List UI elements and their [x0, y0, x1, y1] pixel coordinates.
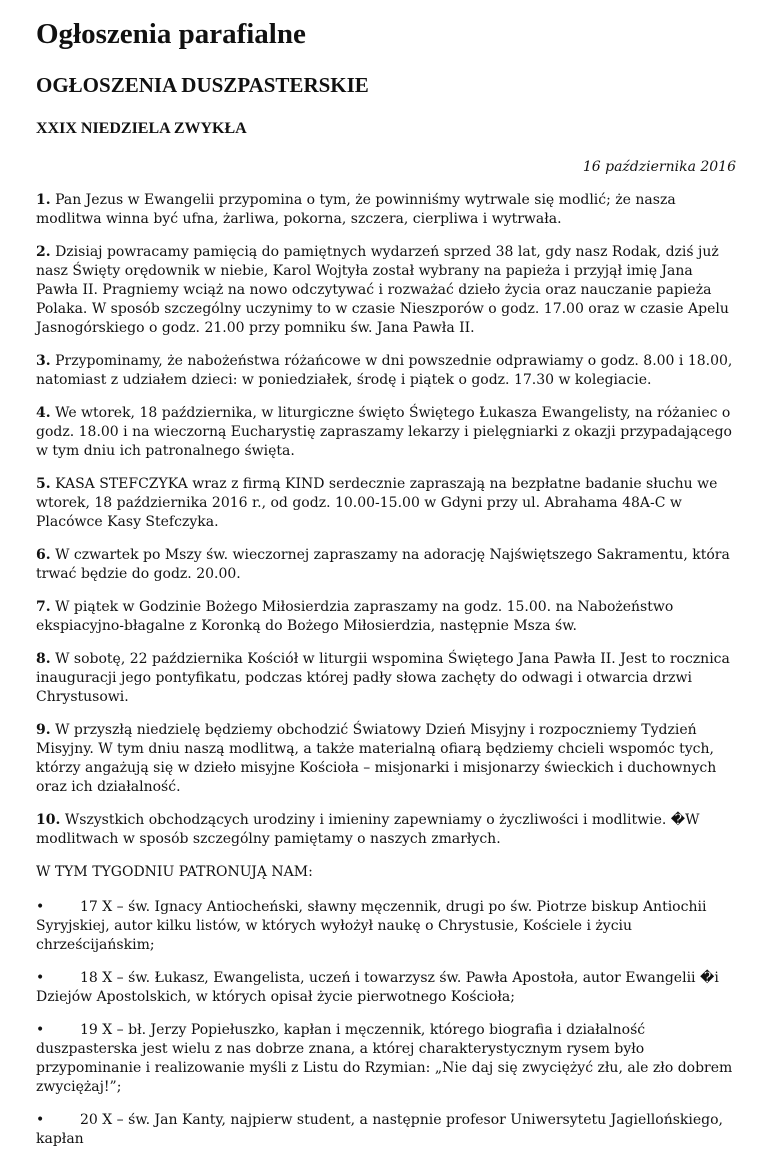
patron-item [36, 1111, 736, 1149]
announcement-text: We wtorek, 18 października, w liturgiczne święto Świętego Łukasza Ewangelisty, na różaniec o godz. 18.00 i na wieczorną Eucharystię zapraszamy lekarzy i pielęgniarki z okazji przypadającego w tym dniu ich patronalnego święta. [36, 404, 732, 459]
announcement-number: 7. [36, 598, 51, 615]
announcement-item [36, 546, 736, 584]
announcement-item [36, 475, 736, 532]
announcement-item [36, 352, 736, 390]
bullet-icon: • [36, 898, 45, 915]
announcement-number: 5. [36, 475, 51, 492]
announcement-number: 8. [36, 650, 51, 667]
announcement-number: 1. [36, 191, 51, 208]
announcement-number: 3. [36, 352, 51, 369]
bullet-icon: • [36, 1111, 45, 1128]
patron-text: 17 X – św. Ignacy Antiocheński, sławny męczennik, drugi po św. Piotrze biskup Antiochii Syryjskiej, autor kilku listów, w których wyłożył naukę o Chrystusie, Kościele i życiu chrześcijańskim; [36, 898, 707, 953]
announcement-text: Dzisiaj powracamy pamięcią do pamiętnych wydarzeń sprzed 38 lat, gdy nasz Rodak, dziś już nasz Święty orędownik w niebie, Karol Wojtyła został wybrany na papieża i przyjął imię Jana Pawła II. Pragniemy wciąż na nowo odczytywać i rozważać dzieło życia oraz nauczanie papieża Polaka. W sposób szczególny uczynimy to w czasie Nieszporów o godz. 17.00 oraz w czasie Apelu Jasnogórskiego o godz. 21.00 przy pomniku św. Jana Pawła II. [36, 243, 729, 336]
announcement-item [36, 191, 736, 229]
patron-item [36, 1021, 736, 1097]
announcement-item [36, 404, 736, 461]
announcement-number: 10. [36, 811, 61, 828]
bullet-icon: • [36, 1021, 45, 1038]
date-line: 16 października 2016 [582, 158, 736, 175]
bullet-icon: • [36, 969, 45, 986]
announcement-item [36, 811, 736, 849]
announcement-text: Pan Jezus w Ewangelii przypomina o tym, że powinniśmy wytrwale się modlić; że nasza modlitwa winna być ufna, żarliwa, pokorna, szczera, cierpliwa i wytrwała. [36, 191, 676, 227]
patron-text: 19 X – bł. Jerzy Popiełuszko, kapłan i męczennik, którego biografia i działalność duszpasterska jest wielu z nas dobrze znana, a której charakterystycznym rysem było przypominanie i realizowanie myśli z Listu do Rzymian: „Nie daj się zwyciężyć złu, ale zło dobrem zwyciężaj!”; [36, 1021, 733, 1095]
announcement-number: 6. [36, 546, 51, 563]
announcement-item [36, 650, 736, 707]
patron-text: 18 X – św. Łukasz, Ewangelista, uczeń i towarzysz św. Pawła Apostoła, autor Ewangelii �i Dziejów Apostolskich, w których opisał życie pierwotnego Kościoła; [36, 969, 719, 1005]
announcement-number: 9. [36, 721, 51, 738]
patron-item [36, 898, 736, 955]
announcements-list [36, 191, 736, 849]
announcement-number: 4. [36, 404, 51, 421]
patron-item [36, 969, 736, 1007]
announcement-text: Wszystkich obchodzących urodziny i imieniny zapewniamy o życzliwości i modlitwie. �W modlitwach w sposób szczególny pamiętamy o naszych zmarłych. [36, 811, 700, 847]
announcement-item [36, 721, 736, 797]
announcement-number: 2. [36, 243, 51, 260]
announcement-text: KASA STEFCZYKA wraz z firmą KIND serdecznie zapraszają na bezpłatne badanie słuchu we wtorek, 18 października 2016 r., od godz. 10.00-15.00 w Gdyni przy ul. Abrahama 48A-C w Placówce Kasy Stefczyka. [36, 475, 718, 530]
sunday-heading: XXIX NIEDZIELA ZWYKŁA [36, 119, 247, 137]
announcement-text: W przyszłą niedzielę będziemy obchodzić Światowy Dzień Misyjny i rozpoczniemy Tydzień Misyjny. W tym dniu naszą modlitwą, a także materialną ofiarą będziemy chcieli wspomóc tych, którzy angażują się w dzieło misyjne Kościoła – misjonarki i misjonarzy świeckich i duchownych oraz ich działalność. [36, 721, 717, 795]
patrons-list [36, 898, 736, 1149]
patrons-heading: W TYM TYGODNIU PATRONUJĄ NAM: [36, 863, 313, 880]
section-heading: OGŁOSZENIA DUSZPASTERSKIE [36, 73, 369, 98]
announcement-item [36, 243, 736, 338]
announcement-text: W sobotę, 22 października Kościół w liturgii wspomina Świętego Jana Pawła II. Jest to rocznica inauguracji jego pontyfikatu, podczas której padły słowa zachęty do odwagi i otwarcia drzwi Chrystusowi. [36, 650, 730, 705]
page-title: Ogłoszenia parafialne [36, 18, 306, 50]
announcement-text: Przypominamy, że nabożeństwa różańcowe w dni powszednie odprawiamy o godz. 8.00 i 18.00, natomiast z udziałem dzieci: w poniedziałek, środę i piątek o godz. 17.30 w kolegiacie. [36, 352, 733, 388]
announcement-item [36, 598, 736, 636]
announcement-text: W piątek w Godzinie Bożego Miłosierdzia zapraszamy na godz. 15.00. na Nabożeństwo ekspiacyjno-błagalne z Koronką do Bożego Miłosierdzia, następnie Msza św. [36, 598, 674, 634]
announcement-text: W czwartek po Mszy św. wieczornej zapraszamy na adorację Najświętszego Sakramentu, która trwać będzie do godz. 20.00. [36, 546, 730, 582]
patron-text: 20 X – św. Jan Kanty, najpierw student, a następnie profesor Uniwersytetu Jagiellońskiego, kapłan [36, 1111, 723, 1147]
